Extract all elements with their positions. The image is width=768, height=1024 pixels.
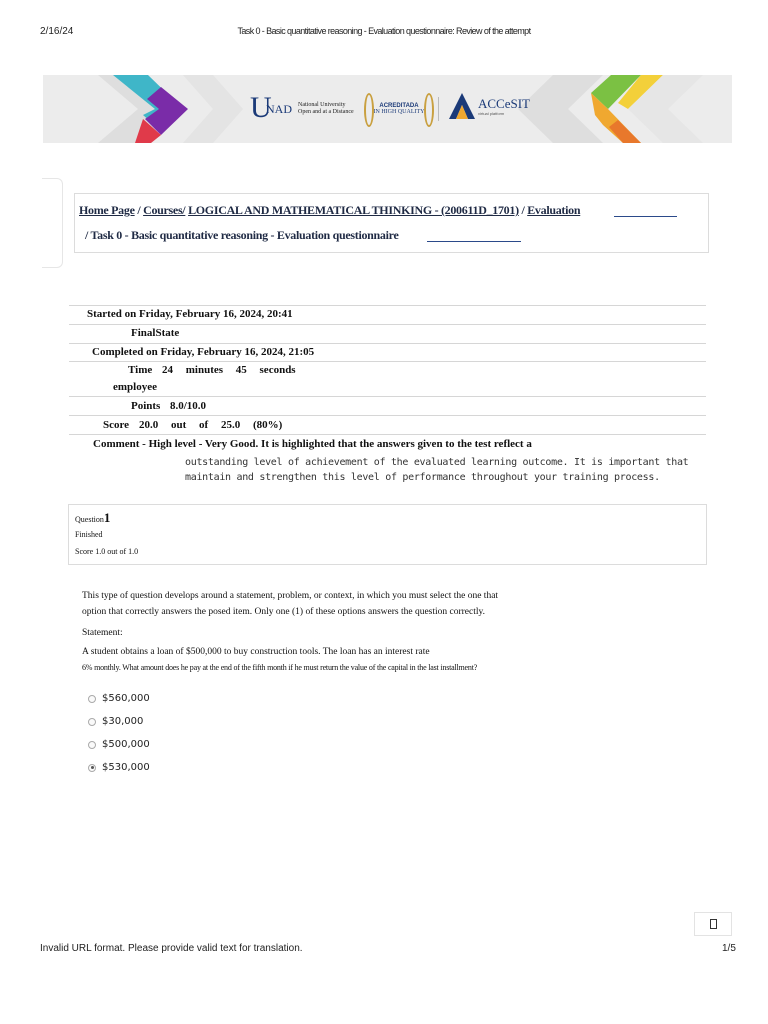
points-label: Points bbox=[131, 400, 161, 412]
feedback-line: outstanding level of achievement of the evaluated learning outcome. It is important that bbox=[185, 457, 689, 468]
question-number bbox=[75, 510, 110, 526]
feedback-line: maintain and strengthen this level of performance throughout your training process. bbox=[185, 472, 660, 483]
feedback-text bbox=[185, 455, 688, 485]
accesit-name: ACCeSIT bbox=[478, 95, 530, 111]
points-value: 8.0/10.0 bbox=[170, 400, 207, 412]
accreditation-line2: IN HIGH QUALITY bbox=[373, 109, 425, 115]
question-status: Finished bbox=[75, 530, 103, 539]
unad-tagline: Open and at a Distance bbox=[298, 109, 354, 115]
breadcrumb-separator: / bbox=[85, 228, 89, 242]
print-title: Task 0 - Basic quantitative reasoning - Evaluation questionnaire: Review of the attempt bbox=[237, 26, 531, 36]
summary-row-score bbox=[69, 415, 706, 434]
time-value: 24 minutes 45 seconds bbox=[162, 364, 296, 376]
breadcrumb-current: Task 0 - Basic quantitative reasoning - Evaluation questionnaire bbox=[90, 228, 399, 242]
radio-button[interactable] bbox=[88, 741, 96, 749]
page-nav-icon bbox=[710, 919, 717, 929]
question-label: Question bbox=[75, 515, 104, 524]
radio-button[interactable] bbox=[88, 718, 96, 726]
summary-row-started bbox=[69, 305, 706, 324]
question-intro-line: option that correctly answers the posed item. Only one (1) of these options answers the question correctly. bbox=[82, 607, 486, 617]
breadcrumb-underline bbox=[427, 241, 521, 242]
side-drawer-toggle[interactable] bbox=[42, 178, 63, 268]
time-label: Time bbox=[128, 364, 153, 376]
unad-rest: NAD bbox=[266, 102, 292, 116]
answer-option-label: $560,000 bbox=[102, 693, 150, 704]
question-score: Score 1.0 out of 1.0 bbox=[75, 547, 139, 556]
accreditation-line1: ACREDITADA bbox=[379, 103, 419, 109]
answer-option-2[interactable] bbox=[88, 716, 143, 727]
statement-label: Statement: bbox=[82, 628, 123, 638]
summary-row-time bbox=[69, 361, 706, 396]
accesit-logo-icon bbox=[448, 91, 476, 121]
attempt-summary-table bbox=[69, 305, 706, 491]
question-info-box bbox=[68, 504, 707, 565]
summary-row-points bbox=[69, 396, 706, 415]
time-extra: employee bbox=[113, 381, 157, 393]
answer-option-label: $530,000 bbox=[102, 762, 150, 773]
breadcrumb-home-link[interactable]: Home Page bbox=[79, 203, 135, 217]
score-value: 20.0 out of 25.0 (80%) bbox=[139, 419, 283, 431]
comment-text: Comment - High level - Very Good. It is highlighted that the answers given to the test reflect a bbox=[93, 438, 532, 450]
summary-row-comment bbox=[69, 434, 706, 491]
started-text: Started on Friday, February 16, 2024, 20:41 bbox=[87, 308, 293, 320]
breadcrumb-separator: / bbox=[137, 203, 141, 217]
summary-row-state bbox=[69, 324, 706, 343]
answer-option-label: $500,000 bbox=[102, 739, 150, 750]
state-text: FinalState bbox=[131, 327, 180, 339]
header-banner bbox=[43, 75, 732, 143]
statement-line: A student obtains a loan of $500,000 to buy construction tools. The loan has an interest rate bbox=[82, 647, 430, 657]
breadcrumb-evaluation-link[interactable]: Evaluation bbox=[527, 203, 581, 217]
breadcrumb-underline bbox=[614, 216, 677, 217]
accreditation-badge bbox=[366, 93, 432, 125]
breadcrumb-separator: / bbox=[521, 203, 525, 217]
footer-message: Invalid URL format. Please provide valid text for translation. bbox=[40, 943, 303, 954]
accesit-logo bbox=[448, 91, 530, 121]
breadcrumb-courses-link[interactable]: Courses/ bbox=[143, 203, 186, 217]
answer-option-3[interactable] bbox=[88, 739, 150, 750]
answer-option-label: $30,000 bbox=[102, 716, 144, 727]
score-label: Score bbox=[103, 419, 130, 431]
unad-logo-mark bbox=[248, 93, 296, 125]
page-number: 1/5 bbox=[722, 943, 736, 954]
radio-button[interactable] bbox=[88, 695, 96, 703]
answer-option-4[interactable] bbox=[88, 762, 150, 773]
unad-name: National University bbox=[298, 102, 346, 108]
unad-letter: U bbox=[250, 91, 272, 124]
unad-logo bbox=[248, 91, 356, 127]
question-number-value: 1 bbox=[103, 510, 111, 525]
logo-divider bbox=[438, 97, 439, 121]
breadcrumb bbox=[74, 193, 709, 253]
statement-line: 6% monthly. What amount does he pay at the end of the fifth month if he must return the value of the capital in the last installment? bbox=[82, 663, 478, 672]
answer-option-1[interactable] bbox=[88, 693, 150, 704]
print-date: 2/16/24 bbox=[40, 26, 74, 37]
question-intro-line: This type of question develops around a statement, problem, or context, in which you must select the one that bbox=[82, 591, 499, 601]
breadcrumb-course-link[interactable]: LOGICAL AND MATHEMATICAL THINKING - (200611D_1701) bbox=[188, 203, 519, 217]
summary-row-completed bbox=[69, 343, 706, 361]
completed-text: Completed on Friday, February 16, 2024, 21:05 bbox=[92, 346, 315, 358]
page-nav-button[interactable] bbox=[694, 912, 732, 936]
accesit-sub: virtual platform bbox=[478, 110, 505, 116]
radio-button-selected[interactable] bbox=[88, 764, 96, 772]
